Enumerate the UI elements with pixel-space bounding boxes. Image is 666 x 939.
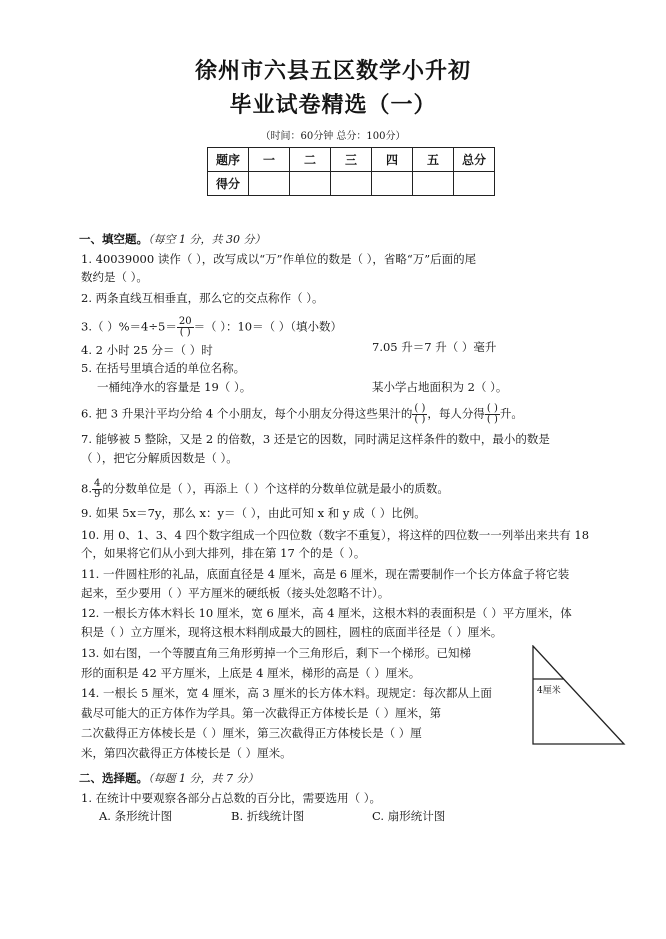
question-3-part-b: ＝（ ）：10＝（ ）（填小数） <box>193 319 343 334</box>
score-cell <box>413 172 454 196</box>
score-cell <box>249 172 290 196</box>
score-table-score-row <box>208 172 495 196</box>
section1-heading-line <box>79 232 265 247</box>
score-row-label: 得分 <box>208 172 249 196</box>
score-header-cell: 一 <box>249 148 290 172</box>
question-8-fraction <box>92 479 102 500</box>
question-6-fraction-2 <box>485 404 500 425</box>
section1-note: （每空 1 分，共 30 分） <box>148 233 266 246</box>
question-6-part-c: 升。 <box>499 406 523 421</box>
question-4-a: 4. 2 小时 25 分＝（ ）时 <box>81 343 213 357</box>
question-8 <box>81 479 449 500</box>
question-14-line-c: 二次截得正方体棱长是（ ）厘米，第三次截得正方体棱长是（ ）厘 <box>81 726 422 740</box>
question-3-fraction <box>177 317 194 338</box>
question-7-line-a: 7. 能够被 5 整除，又是 2 的倍数，3 还是它的因数，同时满足这样条件的数中，最小的数是 <box>81 432 550 446</box>
fraction-numerator: ( ) <box>414 403 426 414</box>
score-cell <box>331 172 372 196</box>
fraction-numerator: 20 <box>178 316 192 327</box>
fraction-denominator: ( ) <box>486 414 498 425</box>
question-4-b: 7.05 升＝7 升（ ）毫升 <box>372 340 497 354</box>
question-2: 2. 两条直线互相垂直，那么它的交点称作（ ）。 <box>81 291 324 305</box>
question-10-line-a: 10. 用 0、1、3、4 四个数字组成一个四位数（数字不重复），将这样的四位数一一列举出来共有 18 <box>81 528 590 542</box>
fraction-denominator: 9 <box>93 489 101 500</box>
score-cell <box>290 172 331 196</box>
question-12-line-b: 积是（ ）立方厘米，现将这根木料削成最大的圆柱，圆柱的底面半径是（ ）厘米。 <box>81 625 503 639</box>
question-8-number: 8. <box>81 481 92 496</box>
question-6 <box>81 404 523 425</box>
question-14-line-a: 14. 一根长 5 厘米，宽 4 厘米，高 3 厘米的长方体木料。现规定：每次都从上面 <box>81 686 492 700</box>
fraction-numerator: ( ) <box>486 403 498 414</box>
score-header-cell: 四 <box>372 148 413 172</box>
score-cell <box>454 172 495 196</box>
question-1-line-a: 1. 40039000 读作（ ），改写成以“万”作单位的数是（ ），省略“万”后面的尾 <box>81 252 477 266</box>
figure-label: 4厘米 <box>537 686 561 696</box>
question-6-fraction-1 <box>412 404 427 425</box>
option-c: C. 扇形统计图 <box>372 809 446 823</box>
option-a: A. 条形统计图 <box>99 809 173 823</box>
question-9: 9. 如果 5x＝7y，那么 x：y＝（ ），由此可知 x 和 y 成（ ）比例。 <box>81 506 426 520</box>
question-13-line-a: 13. 如右图，一个等腰直角三角形剪掉一个三角形后，剩下一个梯形。已知梯 <box>81 646 471 660</box>
section2-note: （每题 1 分，共 7 分） <box>148 772 259 785</box>
score-header-cell: 五 <box>413 148 454 172</box>
score-cell <box>372 172 413 196</box>
question-7-line-b: （ ），把它分解质因数是（ ）。 <box>81 451 238 465</box>
question-12-line-a: 12. 一根长方体木料长 10 厘米，宽 6 厘米，高 4 厘米，这根木料的表面积是（ ）平方厘米，体 <box>81 606 572 620</box>
question-3 <box>81 317 342 338</box>
fraction-denominator: ( ) <box>179 327 191 338</box>
question-10-line-b: 个，如果将它们从小到大排列，排在第 17 个的是（ ）。 <box>81 546 366 560</box>
question-6-part-b: ，每人分得 <box>427 406 485 421</box>
choice-question-1: 1. 在统计中要观察各部分占总数的百分比，需要选用（ ）。 <box>81 791 382 805</box>
question-5: 5. 在括号里填合适的单位名称。 <box>81 361 246 375</box>
question-8-text: 的分数单位是（ ），再添上（ ）个这样的分数单位就是最小的质数。 <box>102 481 449 496</box>
score-table-header-row <box>208 148 495 172</box>
option-b: B. 折线统计图 <box>231 809 305 823</box>
question-11-line-a: 11. 一件圆柱形的礼品，底面直径是 4 厘米，高是 6 厘米，现在需要制作一个长方体盒子将它装 <box>81 567 570 581</box>
exam-meta: （时间：60分钟 总分：100分） <box>260 131 406 142</box>
exam-title-line2: 毕业试卷精选（一） <box>229 93 437 118</box>
score-header-cell: 题序 <box>208 148 249 172</box>
question-5-a: 一桶纯净水的容量是 19（ ）。 <box>97 380 252 394</box>
exam-title-line1: 徐州市六县五区数学小升初 <box>194 59 471 84</box>
question-11-line-b: 起来，至少要用（ ）平方厘米的硬纸板（接头处忽略不计）。 <box>81 586 390 600</box>
question-6-part-a: 6. 把 3 升果汁平均分给 4 个小朋友，每个小朋友分得这些果汁的 <box>81 406 413 421</box>
question-14-line-b: 截尽可能大的正方体作为学具。第一次截得正方体棱长是（ ）厘米，第 <box>81 706 442 720</box>
question-14-line-d: 米，第四次截得正方体棱长是（ ）厘米。 <box>81 746 292 760</box>
trapezoid-figure <box>532 645 626 745</box>
score-header-cell: 总分 <box>454 148 495 172</box>
section2-heading: 二、选择题。 <box>79 771 148 785</box>
score-table <box>207 147 495 196</box>
score-header-cell: 二 <box>290 148 331 172</box>
score-header-cell: 三 <box>331 148 372 172</box>
question-13-line-b: 形的面积是 42 平方厘米，上底是 4 厘米，梯形的高是（ ）厘米。 <box>81 666 421 680</box>
fraction-numerator: 4 <box>93 478 101 489</box>
question-5-b: 某小学占地面积为 2（ ）。 <box>372 380 508 394</box>
section2-heading-line <box>79 771 258 786</box>
fraction-denominator: ( ) <box>414 414 426 425</box>
question-1-line-b: 数约是（ ）。 <box>81 270 148 284</box>
section1-heading: 一、填空题。 <box>79 232 148 246</box>
question-3-part-a: 3.（ ）%＝4÷5＝ <box>81 319 177 334</box>
